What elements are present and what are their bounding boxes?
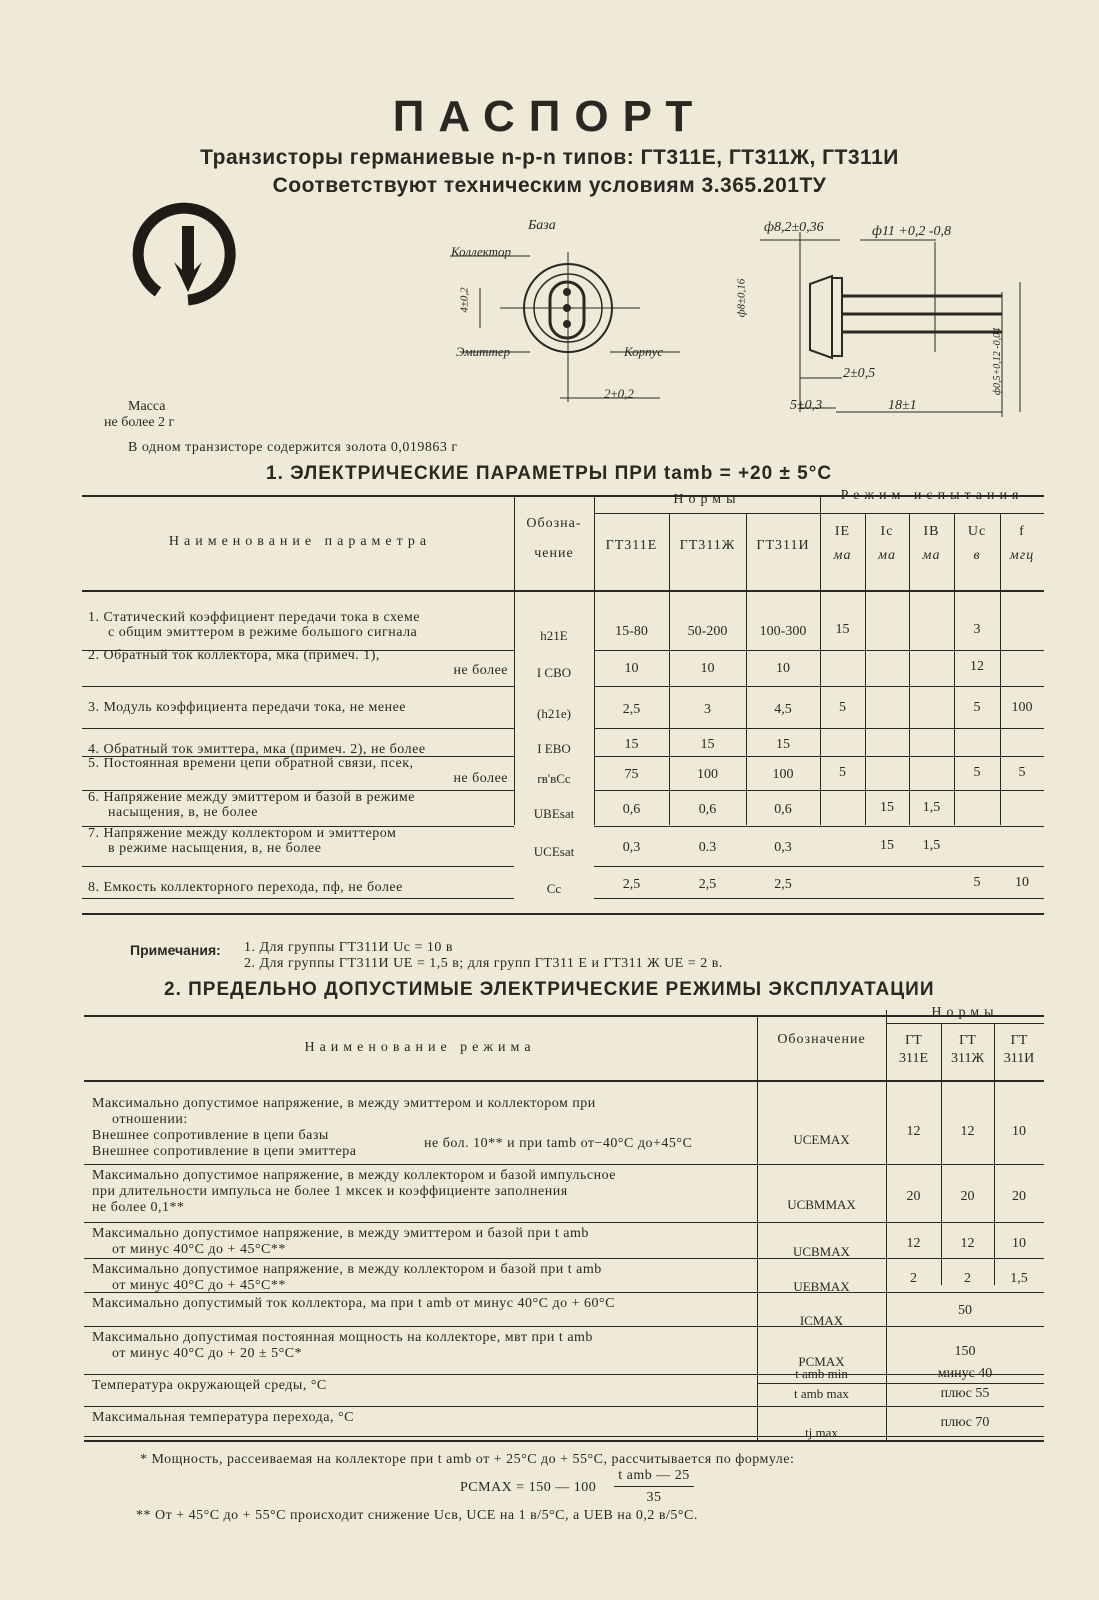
gold-content: В одном транзисторе содержится золота 0,019863 г: [128, 440, 458, 455]
norm-value: 2: [910, 1271, 917, 1286]
norm-value: 0.3: [698, 840, 717, 855]
param-name-cont: с общим эмиттером в режиме большого сигнала: [108, 625, 418, 640]
norm-value: 15: [624, 737, 639, 752]
mass-value: не более 2 г: [104, 415, 175, 430]
param-name: 7. Напряжение между коллектором и эмиттером: [88, 826, 397, 841]
norm-value: 0,3: [774, 840, 792, 855]
s1-test-unit-3: в: [973, 548, 981, 563]
param-name: 2. Обратный ток коллектора, мка (примеч. 1),: [88, 648, 380, 663]
norm-value: 4,5: [774, 702, 792, 717]
param-name: 4. Обратный ток эмиттера, мка (примеч. 2), не более: [88, 742, 426, 757]
merged-value-2: плюс 55: [940, 1386, 990, 1401]
test-value: 1,5: [922, 838, 941, 853]
norm-value: 10: [1012, 1236, 1026, 1251]
s1-test-sym-0: IE: [834, 524, 851, 539]
note-2: 2. Для группы ГТ311И UE = 1,5 в; для групп ГТ311 Е и ГТ311 Ж UE = 2 в.: [244, 956, 723, 971]
norm-value: 20: [1012, 1189, 1026, 1204]
param-name: 5. Постоянная времени цепи обратной связи, псек,: [88, 756, 414, 771]
s2-type-b-0: 311Е: [898, 1051, 929, 1066]
mode-name: отношении:: [112, 1112, 188, 1127]
norm-value: 20: [906, 1189, 921, 1204]
s1-col-designation-2: чение: [534, 546, 574, 561]
s2-col-designation: Обозначение: [777, 1032, 866, 1047]
param-symbol: I CBO: [536, 665, 572, 680]
s1-type-2: ГТ311И: [756, 538, 810, 553]
test-value: 3: [973, 622, 981, 637]
norm-value: 100: [772, 767, 794, 782]
norm-value: 10: [700, 661, 715, 676]
param-symbol: Cc: [546, 881, 562, 896]
merged-value: плюс 70: [940, 1415, 990, 1430]
factory-logo-icon: [130, 196, 246, 312]
param-symbol: h21E: [540, 628, 568, 643]
subtitle-specs: Соответствуют техническим условиям 3.365.201ТУ: [272, 174, 827, 197]
subtitle-types: Транзисторы германиевые n-p-n типов: ГТ311Е, ГТ311Ж, ГТ311И: [200, 146, 899, 169]
mass-label: Масса: [128, 399, 166, 414]
norm-value: 10: [1012, 1124, 1026, 1139]
param-symbol: UCEsat: [533, 844, 575, 859]
mode-symbol: PCMAX: [798, 1354, 845, 1369]
s1-col-designation-1: Обозна-: [526, 516, 582, 531]
mode-symbol-2: t amb max: [794, 1386, 849, 1401]
label-base: База: [528, 218, 556, 233]
norm-value: 10: [624, 661, 639, 676]
page-title: ПАСПОРТ: [392, 92, 707, 141]
notes-label: Примечания:: [130, 942, 221, 958]
mode-symbol: t amb min: [795, 1366, 848, 1381]
norm-value: 12: [906, 1124, 921, 1139]
norm-value: 0,6: [622, 802, 641, 817]
mode-symbol: ICMAX: [799, 1313, 844, 1328]
s2-type-b-2: 311И: [1003, 1051, 1035, 1066]
s2-type-a-1: ГТ: [959, 1033, 976, 1048]
norm-value: 100-300: [759, 624, 807, 639]
s1-test-sym-2: IB: [923, 524, 940, 539]
mode-name: не более 0,1**: [92, 1200, 185, 1215]
test-value: 15: [880, 838, 894, 853]
s1-test-unit-2: ма: [922, 548, 941, 563]
mode-name: Максимально допустимое напряжение, в между коллектором и базой импульсное: [92, 1168, 616, 1183]
mode-name: Максимально допустимое напряжение, в между эмиттером и базой при t amb: [92, 1226, 589, 1241]
param-name-cont: насыщения, в, не более: [108, 805, 258, 820]
s1-test-unit-1: ма: [878, 548, 896, 563]
dim-2b: 2±0,5: [843, 366, 876, 381]
mode-symbol: UCEMAX: [793, 1132, 850, 1147]
mode-name: Максимальная температура перехода, °С: [92, 1410, 354, 1425]
section1-title: 1. ЭЛЕКТРИЧЕСКИЕ ПАРАМЕТРЫ ПРИ tamb = +20 ± 5°С: [266, 463, 833, 484]
mode-name: Максимально допустимый ток коллектора, ма при t amb от минус 40°С до + 60°С: [92, 1296, 615, 1311]
test-value: 5: [973, 700, 981, 715]
param-name-cont: не более: [453, 663, 508, 678]
s1-col-test-mode: Режим испытания: [840, 488, 1024, 503]
param-name-cont: не более: [453, 771, 508, 786]
s2-col-name: Наименование режима: [304, 1040, 536, 1055]
s1-test-unit-4: мгц: [1009, 548, 1035, 563]
norm-value: 3: [704, 702, 711, 717]
s2-type-a-0: ГТ: [905, 1033, 922, 1048]
norm-value: 15-80: [615, 624, 648, 639]
norm-value: 12: [906, 1236, 921, 1251]
test-value: 10: [1015, 875, 1029, 890]
s1-type-1: ГТ311Ж: [679, 538, 736, 553]
mode-name: Максимально допустимое напряжение, в между эмиттером и коллектором при: [92, 1096, 596, 1111]
param-symbol: I EBO: [537, 741, 571, 756]
dim-18: 18±1: [888, 398, 917, 413]
mode-name: от минус 40°С до + 45°С**: [112, 1242, 286, 1257]
front-view-drawing: [440, 212, 700, 412]
dim-4: 4±0,2: [458, 287, 471, 313]
norm-value: 2,5: [622, 877, 641, 892]
s1-col-norms: Нормы: [673, 492, 741, 507]
norm-value: 12: [960, 1236, 975, 1251]
norm-value: 12: [960, 1124, 975, 1139]
label-emitter: Эмиттер: [456, 344, 511, 359]
merged-value: минус 40: [937, 1366, 993, 1381]
mode-name: от минус 40°С до + 45°С**: [112, 1278, 286, 1293]
test-value: 5: [839, 700, 846, 715]
norm-value: 20: [960, 1189, 975, 1204]
mode-name: Максимально допустимая постоянная мощность на коллекторе, мвт при t amb: [92, 1330, 593, 1345]
param-name: 1. Статический коэффициент передачи тока в схеме: [88, 610, 420, 625]
test-value: 1,5: [922, 800, 941, 815]
param-symbol: (h21e): [537, 706, 571, 721]
mode-name: Внешнее сопротивление в цепи базы: [92, 1128, 329, 1143]
param-symbol: rв'вCc: [537, 771, 571, 786]
param-name: 6. Напряжение между эмиттером и базой в режиме: [88, 790, 415, 805]
formula-numerator: t amb — 25: [618, 1468, 690, 1483]
test-value: 100: [1011, 700, 1033, 715]
param-name: 3. Модуль коэффициента передачи тока, не менее: [88, 700, 406, 715]
merged-value: 150: [954, 1344, 976, 1359]
norm-value: 0,6: [698, 802, 717, 817]
norm-value: 1,5: [1010, 1271, 1028, 1286]
note-1: 1. Для группы ГТ311И Uc = 10 в: [244, 940, 453, 955]
param-symbol: UBEsat: [533, 806, 575, 821]
mode-name-extra: не бол. 10** и при tamb от−40°С до+45°С: [424, 1136, 693, 1151]
s2-type-b-1: 311Ж: [950, 1051, 985, 1066]
dim-2a: 2±0,2: [604, 386, 634, 401]
test-value: 5: [973, 765, 981, 780]
mode-name: Температура окружающей среды, °С: [92, 1378, 327, 1393]
test-value: 5: [1018, 765, 1026, 780]
test-value: 5: [973, 875, 981, 890]
mode-name: Максимально допустимое напряжение, в между коллектором и базой при t amb: [92, 1262, 602, 1277]
test-value: 12: [970, 659, 984, 674]
footnote-1: * Мощность, рассеиваемая на коллекторе при t amb от + 25°С до + 55°С, рассчитывается по формуле:: [140, 1452, 795, 1467]
dim-d11: ф11 +0,2 -0,8: [872, 224, 952, 239]
norm-value: 0,3: [622, 840, 641, 855]
mode-symbol: UEBMAX: [793, 1279, 850, 1294]
s1-test-unit-0: ма: [833, 548, 852, 563]
mode-symbol: tj max: [805, 1425, 838, 1440]
norm-value: 10: [776, 661, 790, 676]
s2-type-a-2: ГТ: [1010, 1033, 1028, 1048]
param-name-cont: в режиме насыщения, в, не более: [108, 841, 322, 856]
norm-value: 2,5: [622, 702, 641, 717]
section2-title: 2. ПРЕДЕЛЬНО ДОПУСТИМЫЕ ЭЛЕКТРИЧЕСКИЕ РЕЖИМЫ ЭКСПЛУАТАЦИИ: [164, 979, 935, 1000]
test-value: 5: [839, 765, 846, 780]
formula-denominator: 35: [646, 1490, 662, 1505]
s1-test-sym-1: Ic: [880, 524, 894, 539]
norm-value: 15: [700, 737, 715, 752]
s1-test-sym-4: f: [1019, 524, 1025, 539]
label-case: Корпус: [624, 344, 664, 359]
mode-name: от минус 40°С до + 20 ± 5°С*: [112, 1346, 303, 1361]
test-value: 15: [880, 800, 894, 815]
s1-col-name: Наименование параметра: [168, 534, 432, 549]
merged-value: 50: [958, 1303, 972, 1318]
test-value: 15: [835, 622, 850, 637]
s2-col-norms: Нормы: [931, 1005, 999, 1020]
label-collector: Коллектор: [451, 244, 512, 259]
mode-symbol: UCBMMAX: [787, 1197, 856, 1212]
norm-value: 50-200: [687, 624, 728, 639]
mode-symbol: UCBMAX: [792, 1244, 851, 1259]
norm-value: 2,5: [698, 877, 717, 892]
s1-test-sym-3: Uc: [967, 524, 987, 539]
dim-5: 5±0,3: [790, 398, 823, 413]
norm-value: 2,5: [774, 877, 792, 892]
s1-type-0: ГТ311Е: [605, 538, 658, 553]
dim-d8: ф8±0,16: [735, 278, 748, 318]
norm-value: 100: [697, 767, 718, 782]
dim-05: ф0,5+0,12 -0,04: [992, 327, 1004, 396]
formula-left: PCMAX = 150 — 100: [460, 1480, 597, 1495]
norm-value: 75: [624, 767, 639, 782]
norm-value: 15: [776, 737, 790, 752]
param-name: 8. Емкость коллекторного перехода, пф, не более: [88, 880, 403, 895]
dim-d82: ф8,2±0,36: [764, 220, 824, 235]
mode-name: при длительности импульса не более 1 мксек и коэффициенте заполнения: [92, 1184, 568, 1199]
mode-name: Внешнее сопротивление в цепи эмиттера: [92, 1144, 357, 1159]
footnote-2: ** От + 45°С до + 55°С происходит снижение Ucв, UCE на 1 в/5°С, а UEB на 0,2 в/5°С.: [136, 1508, 698, 1523]
norm-value: 0,6: [774, 802, 792, 817]
norm-value: 2: [964, 1271, 971, 1286]
